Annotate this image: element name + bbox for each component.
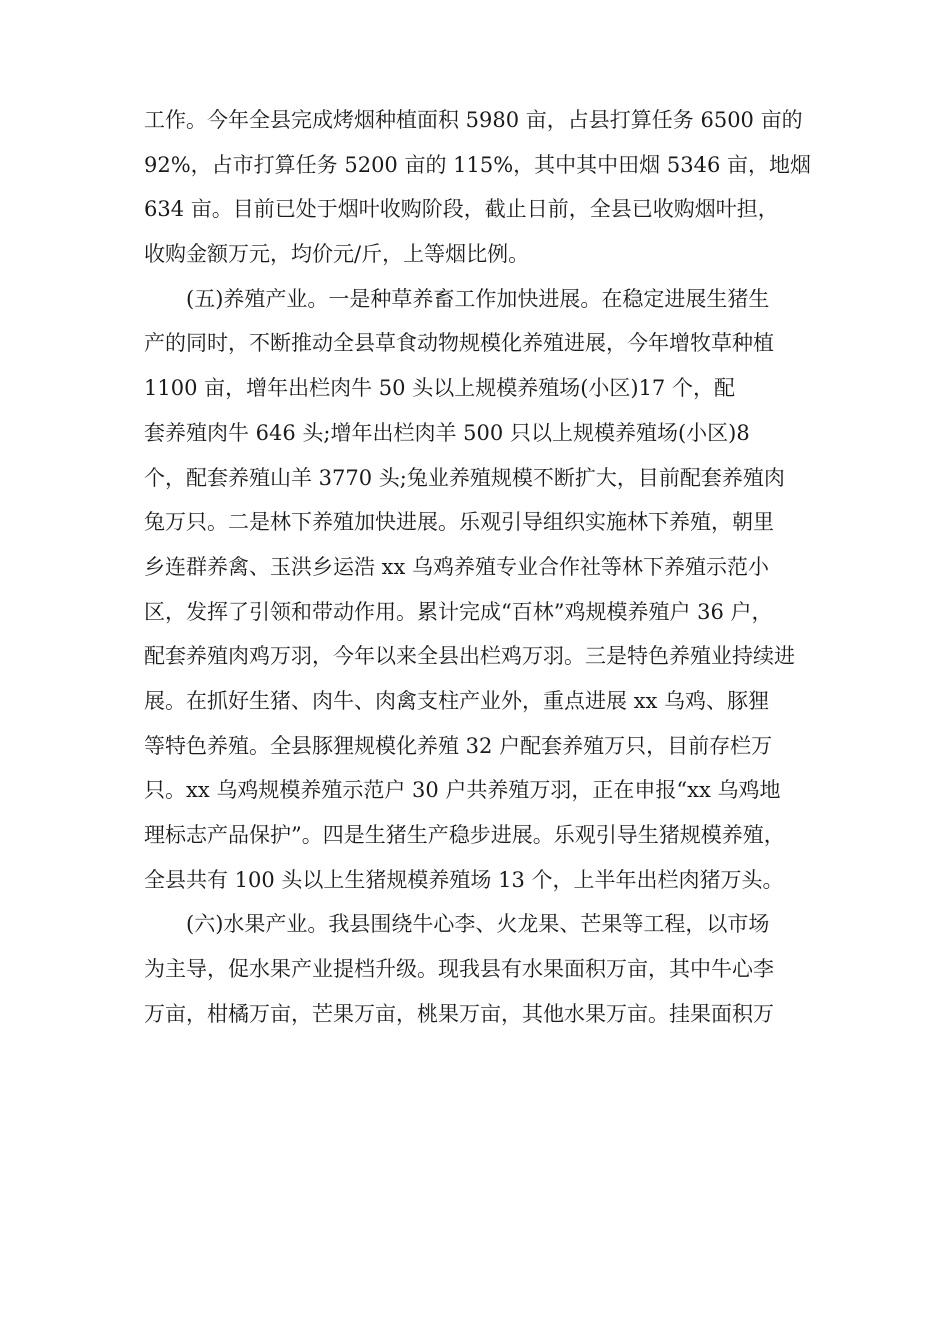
text-line: 展。在抓好生猪、肉牛、肉禽支柱产业外，重点进展 xx 乌鸡、豚狸 [144,688,770,713]
text-line: 1100 亩，增年出栏肉牛 50 头以上规模养殖场(小区)17 个，配 [144,376,735,401]
text-line: 万亩，柑橘万亩，芒果万亩，桃果万亩，其他水果万亩。挂果面积万 [144,1001,774,1026]
text-line: 等特色养殖。全县豚狸规模化养殖 32 户配套养殖万只，目前存栏万 [144,733,773,758]
text-line: 套养殖肉牛 646 头;增年出栏肉羊 500 只以上规模养殖场(小区)8 [144,420,750,445]
text-line: 理标志产品保护”。四是生猪生产稳步进展。乐观引导生猪规模养殖， [144,823,785,847]
text-line: 634 亩。目前已处于烟叶收购阶段，截止日前，全县已收购烟叶担， [144,197,779,222]
text-line: 为主导，促水果产业提档升级。现我县有水果面积万亩，其中牛心李 [144,957,774,982]
body-text [144,98,834,1036]
text-line: 全县共有 100 头以上生猪规模养殖场 13 个，上半年出栏肉猪万头。 [144,867,784,892]
text-line: 兔万只。二是林下养殖加快进展。乐观引导组织实施林下养殖，朝里 [144,510,774,535]
text-line: 收购金额万元，均价元/斤，上等烟比例。 [144,242,530,267]
paragraph-start-line: (六)水果产业。我县围绕牛心李、火龙果、芒果等工程，以市场 [186,912,770,937]
text-line: 工作。今年全县完成烤烟种植面积 5980 亩，占县打算任务 6500 亩的 [144,108,803,132]
text-line: 乡连群养禽、玉洪乡运浩 xx 乌鸡养殖专业合作社等林下养殖示范小 [144,554,770,579]
text-line: 只。xx 乌鸡规模养殖示范户 30 户共养殖万羽，正在申报“xx 乌鸡地 [144,778,781,803]
text-line: 产的同时，不断推动全县草食动物规模化养殖进展，今年增牧草种植 [144,331,774,356]
text-line: 区，发挥了引领和带动作用。累计完成“百林”鸡规模养殖户 36 户， [144,599,773,624]
paragraph-start-line: (五)养殖产业。一是种草养畜工作加快进展。在稳定进展生猪生 [186,286,770,311]
text-line: 配套养殖肉鸡万羽，今年以来全县出栏鸡万羽。三是特色养殖业持续进 [144,644,795,669]
text-line: 个，配套养殖山羊 3770 头;兔业养殖规模不断扩大，目前配套养殖肉 [144,465,785,490]
text-line: 92%，占市打算任务 5200 亩的 115%，其中其中田烟 5346 亩，地烟 [144,152,811,177]
